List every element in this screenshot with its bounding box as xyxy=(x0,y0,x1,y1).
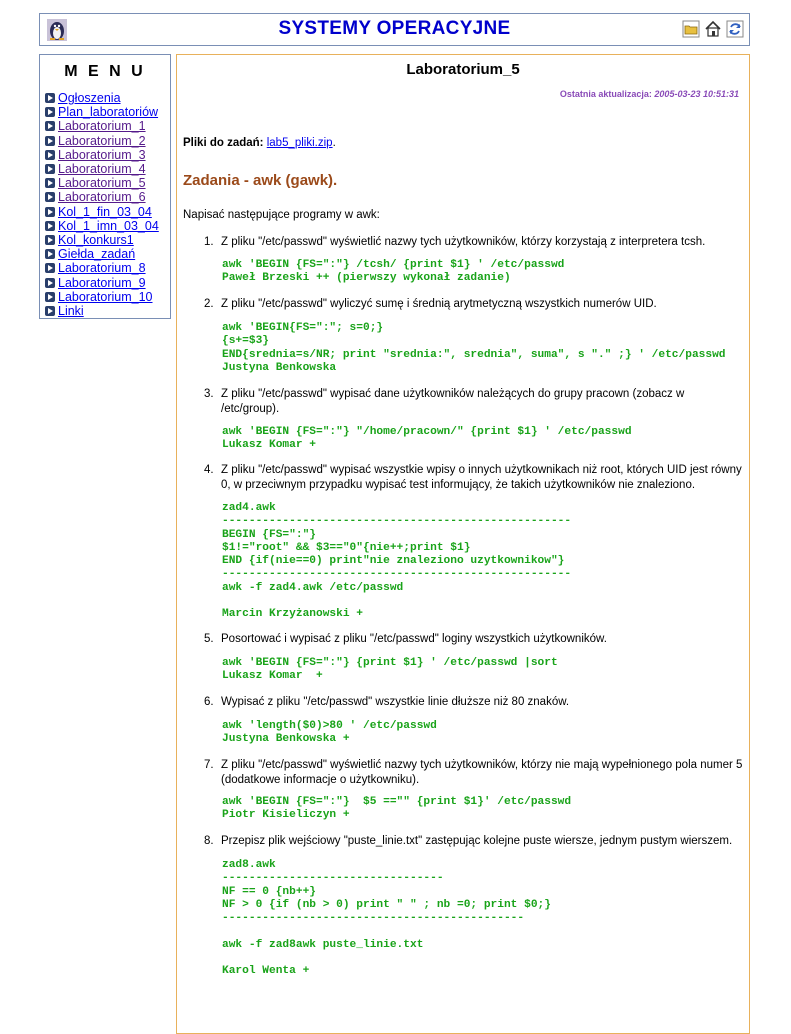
menu-link[interactable]: Ogłoszenia xyxy=(58,91,121,106)
update-date: 2005-03-23 10:51:31 xyxy=(654,89,739,99)
task-text: Z pliku "/etc/passwd" wyliczyć sumę i średnią arytmetyczną wszystkich numerów UID. xyxy=(221,298,657,310)
folder-icon[interactable] xyxy=(682,20,700,38)
task-number: 5. xyxy=(204,633,214,645)
menu-item-lab4[interactable] xyxy=(45,162,170,176)
code-block: awk 'BEGIN {FS=":"} {print $1} ' /etc/passwd |sort Lukasz Komar + xyxy=(222,657,558,683)
header-icons xyxy=(682,20,744,38)
arrow-icon xyxy=(45,306,55,316)
code-block: zad4.awk ---------------------------------------------------- BEGIN {FS=":"} $1!="root" && $3=="0"{nie++;print $1} END {if(nie==0) print"nie znaleziono uzytkownikow"} ---------------------------------------------------- awk -f zad4.awk /etc/passwd Marcin Krzyżanowski + xyxy=(222,502,572,621)
menu-title: M E N U xyxy=(64,63,146,80)
code-block: awk 'BEGIN {FS=":"} $5 =="" {print $1}' /etc/passwd Piotr Kisieliczyn + xyxy=(222,796,572,822)
menu-item-lab2[interactable] xyxy=(45,134,170,148)
menu-link[interactable]: Plan_laboratoriów xyxy=(58,105,159,120)
arrow-icon xyxy=(45,278,55,288)
task-text: Posortować i wypisać z pliku "/etc/passwd" loginy wszystkich użytkowników. xyxy=(221,633,607,645)
menu-link[interactable]: Kol_1_fin_03_04 xyxy=(58,204,152,219)
code-block: awk 'length($0)>80 ' /etc/passwd Justyna Benkowska + xyxy=(222,720,437,746)
menu-item-kol-imn[interactable] xyxy=(45,219,170,233)
arrow-icon xyxy=(45,107,55,117)
arrow-icon xyxy=(45,164,55,174)
arrow-icon xyxy=(45,263,55,273)
menu-item-kol-fin[interactable] xyxy=(45,205,170,219)
menu-link[interactable]: Linki xyxy=(58,303,84,318)
task-text: Z pliku "/etc/passwd" wypisać dane użytkowników należących do grupy pracown (zobacz w /etc/group). xyxy=(221,388,685,415)
arrow-icon xyxy=(45,221,55,231)
task-number: 2. xyxy=(204,298,214,310)
files-line xyxy=(183,137,336,149)
menu-item-lab10[interactable] xyxy=(45,290,170,304)
home-icon[interactable] xyxy=(704,20,722,38)
menu-item-lab3[interactable] xyxy=(45,148,170,162)
arrow-icon xyxy=(45,121,55,131)
menu-link[interactable]: Laboratorium_8 xyxy=(58,261,146,276)
menu-link[interactable]: Laboratorium_4 xyxy=(58,162,146,177)
menu-item-lab1[interactable] xyxy=(45,119,170,133)
menu-item-lab5[interactable] xyxy=(45,176,170,190)
menu-item-lab6[interactable] xyxy=(45,190,170,204)
page-title: Laboratorium_5 xyxy=(406,61,520,78)
main-content xyxy=(176,54,750,1034)
menu-link[interactable]: Laboratorium_9 xyxy=(58,275,146,290)
task-number: 4. xyxy=(204,464,214,476)
menu-link[interactable]: Laboratorium_10 xyxy=(58,289,153,304)
menu-link[interactable]: Giełda_zadań xyxy=(58,247,136,262)
header-bar xyxy=(39,13,750,46)
menu-link[interactable]: Laboratorium_6 xyxy=(58,190,146,205)
menu-item-gielda[interactable] xyxy=(45,247,170,261)
arrow-icon xyxy=(45,192,55,202)
menu-item-ogloszenia[interactable] xyxy=(45,91,170,105)
arrow-icon xyxy=(45,292,55,302)
arrow-icon xyxy=(45,235,55,245)
task-number: 7. xyxy=(204,759,214,771)
menu-list xyxy=(40,91,170,318)
task-number: 6. xyxy=(204,696,214,708)
task-text: Z pliku "/etc/passwd" wyświetlić nazwy tych użytkowników, którzy korzystają z interpretera tcsh. xyxy=(221,236,706,248)
arrow-icon xyxy=(45,207,55,217)
task-number: 3. xyxy=(204,388,214,400)
code-block: awk 'BEGIN{FS=":"; s=0;} {s+=$3} END{srednia=s/NR; print "srednia:", srednia", suma", s "." ;} ' /etc/passwd Justyna Benkowska xyxy=(222,322,726,374)
section-title: Zadania - awk (gawk). xyxy=(183,172,338,189)
arrow-icon xyxy=(45,93,55,103)
site-title: SYSTEMY OPERACYJNE xyxy=(278,18,511,39)
menu-item-lab8[interactable] xyxy=(45,261,170,275)
menu-link[interactable]: Laboratorium_2 xyxy=(58,133,146,148)
menu-link[interactable]: Laboratorium_1 xyxy=(58,119,146,134)
last-update xyxy=(560,89,739,99)
files-label: Pliki do zadań: xyxy=(183,137,264,149)
code-block: zad8.awk --------------------------------- NF == 0 {nb++} NF > 0 {if (nb > 0) print " " ; nb =0; print $0;} --------------------------------------------- awk -f zad8awk puste_linie.txt Karol Wenta + xyxy=(222,859,551,978)
task-number: 8. xyxy=(204,835,214,847)
menu-link[interactable]: Kol_konkurs1 xyxy=(58,232,134,247)
menu-item-lab9[interactable] xyxy=(45,275,170,289)
files-suffix: . xyxy=(332,137,336,149)
update-label: Ostatnia aktualizacja: xyxy=(559,89,652,99)
menu-link[interactable]: Kol_1_imn_03_04 xyxy=(58,218,159,233)
code-block: awk 'BEGIN {FS=":"} "/home/pracown/" {print $1} ' /etc/passwd Lukasz Komar + xyxy=(222,426,632,452)
menu-item-linki[interactable] xyxy=(45,304,170,318)
arrow-icon xyxy=(45,178,55,188)
code-block: awk 'BEGIN {FS=":"} /tcsh/ {print $1} ' /etc/passwd Paweł Brzeski ++ (pierwszy wykonał zadanie) xyxy=(222,259,565,285)
task-text: Przepisz plik wejściowy "puste_linie.txt" zastępując kolejne puste wiersze, jednym pustym wierszem. xyxy=(221,835,733,847)
menu-item-kol-konkurs[interactable] xyxy=(45,233,170,247)
task-text: Z pliku "/etc/passwd" wyświetlić nazwy tych użytkowników, którzy nie mają wypełnionego pola numer 5 (dodatkowe informacje o użytkowniku). xyxy=(221,759,743,786)
menu-link[interactable]: Laboratorium_3 xyxy=(58,147,146,162)
side-menu xyxy=(39,54,171,319)
arrow-icon xyxy=(45,150,55,160)
menu-item-plan[interactable] xyxy=(45,105,170,119)
task-text: Wypisać z pliku "/etc/passwd" wszystkie linie dłuższe niż 80 znaków. xyxy=(221,696,570,708)
arrow-icon xyxy=(45,136,55,146)
files-download-link[interactable]: lab5_pliki.zip xyxy=(266,137,333,149)
intro-text: Napisać następujące programy w awk: xyxy=(183,209,380,221)
arrow-icon xyxy=(45,249,55,259)
menu-link[interactable]: Laboratorium_5 xyxy=(58,176,146,191)
refresh-icon[interactable] xyxy=(726,20,744,38)
task-text: Z pliku "/etc/passwd" wypisać wszystkie wpisy o innych użytkownikach niż root, których UID jest równy 0, w przeciwnym przypadku wypisać test informujący, że takich użytkowników nie znaleziono. xyxy=(221,464,742,491)
task-number: 1. xyxy=(204,236,214,248)
